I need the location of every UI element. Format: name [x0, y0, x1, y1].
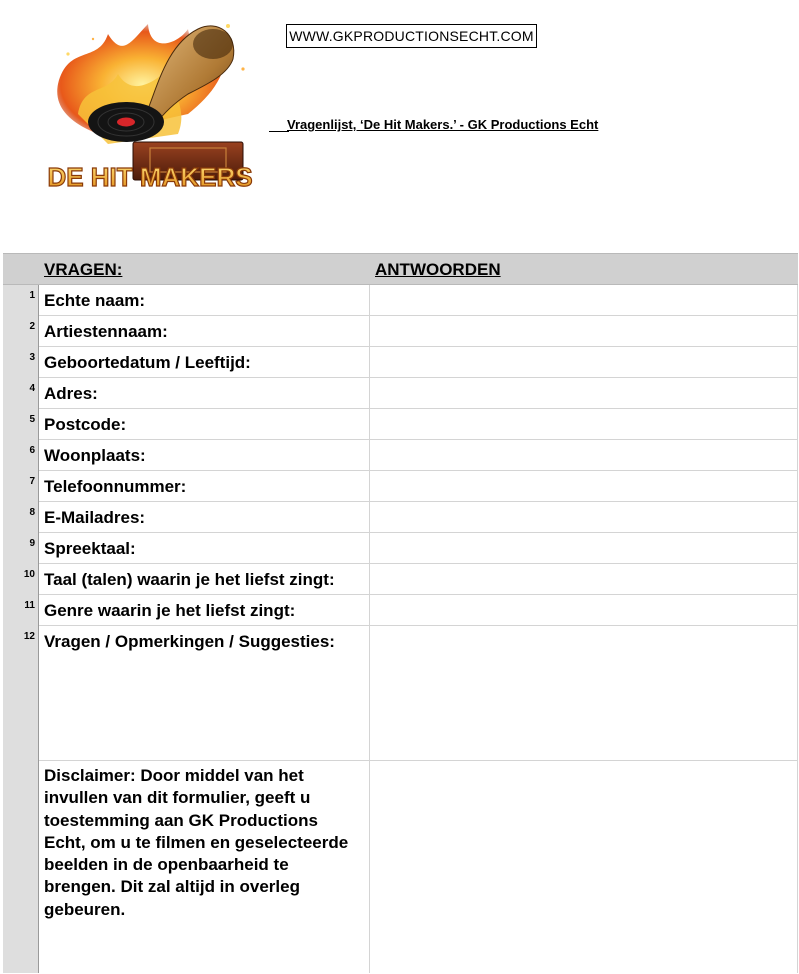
question-cell: Genre waarin je het liefst zingt: — [44, 601, 296, 620]
answer-cell[interactable] — [370, 761, 797, 973]
row-number: 2 — [29, 321, 35, 332]
table-row — [3, 347, 798, 378]
table-row — [3, 409, 798, 440]
disclaimer-row — [3, 761, 798, 973]
question-cell: Adres: — [44, 384, 98, 403]
answer-cell[interactable] — [370, 285, 797, 316]
row-number: 1 — [29, 290, 35, 301]
row-number: 12 — [23, 631, 35, 642]
table-row — [3, 626, 798, 761]
question-cell: Vragen / Opmerkingen / Suggesties: — [44, 632, 335, 651]
question-cell: Postcode: — [44, 415, 127, 434]
document-title: Vragenlijst, ‘De Hit Makers.’ - GK Productions Echt — [287, 117, 599, 132]
website-url: WWW.GKPRODUCTIONSECHT.COM — [286, 24, 537, 48]
answer-cell[interactable] — [370, 378, 797, 409]
table-header-row — [3, 253, 798, 285]
question-cell: Spreektaal: — [44, 539, 136, 558]
question-cell: Geboortedatum / Leeftijd: — [44, 353, 251, 372]
table-row — [3, 316, 798, 347]
answer-cell[interactable] — [370, 471, 797, 502]
table-row — [3, 564, 798, 595]
question-cell: Woonplaats: — [44, 446, 146, 465]
logo-text: DE HIT MAKERS — [47, 162, 253, 192]
table-row — [3, 502, 798, 533]
question-cell: E-Mailadres: — [44, 508, 146, 527]
question-cell: Telefoonnummer: — [44, 477, 187, 496]
row-number: 8 — [29, 507, 35, 518]
answer-cell[interactable] — [370, 502, 797, 533]
table-row — [3, 378, 798, 409]
answer-cell[interactable] — [370, 533, 797, 564]
question-cell: Echte naam: — [44, 291, 146, 310]
row-number: 10 — [23, 569, 35, 580]
question-cell: Taal (talen) waarin je het liefst zingt: — [44, 570, 335, 589]
table-row — [3, 595, 798, 626]
disclaimer-text: Disclaimer: Door middel van het invullen van dit formulier, geeft u toestemming aan GK Productions Echt, om u te filmen en geselecteerde beelden in de openbaarheid te brengen. Dit zal altijd in overleg gebeuren. — [44, 766, 349, 919]
row-number: 4 — [29, 383, 35, 394]
gramophone-fire-logo — [38, 14, 268, 204]
answer-cell[interactable] — [370, 347, 797, 378]
table-row — [3, 471, 798, 502]
row-number: 7 — [29, 476, 35, 487]
table-row — [3, 285, 798, 316]
questionnaire-table — [3, 253, 798, 973]
row-number: 5 — [29, 414, 35, 425]
table-row — [3, 440, 798, 471]
answer-cell[interactable] — [370, 564, 797, 595]
row-number: 6 — [29, 445, 35, 456]
title-underline-rule — [269, 131, 289, 132]
answer-cell[interactable] — [370, 626, 797, 761]
column-header-questions: VRAGEN: — [44, 260, 123, 279]
answer-cell[interactable] — [370, 409, 797, 440]
answer-cell[interactable] — [370, 316, 797, 347]
row-number: 11 — [24, 600, 35, 611]
row-number: 3 — [29, 352, 35, 363]
row-number: 9 — [29, 538, 35, 549]
answer-cell[interactable] — [370, 595, 797, 626]
table-row — [3, 533, 798, 564]
answer-cell[interactable] — [370, 440, 797, 471]
question-cell: Artiestennaam: — [44, 322, 168, 341]
column-header-answers: ANTWOORDEN — [375, 260, 501, 279]
